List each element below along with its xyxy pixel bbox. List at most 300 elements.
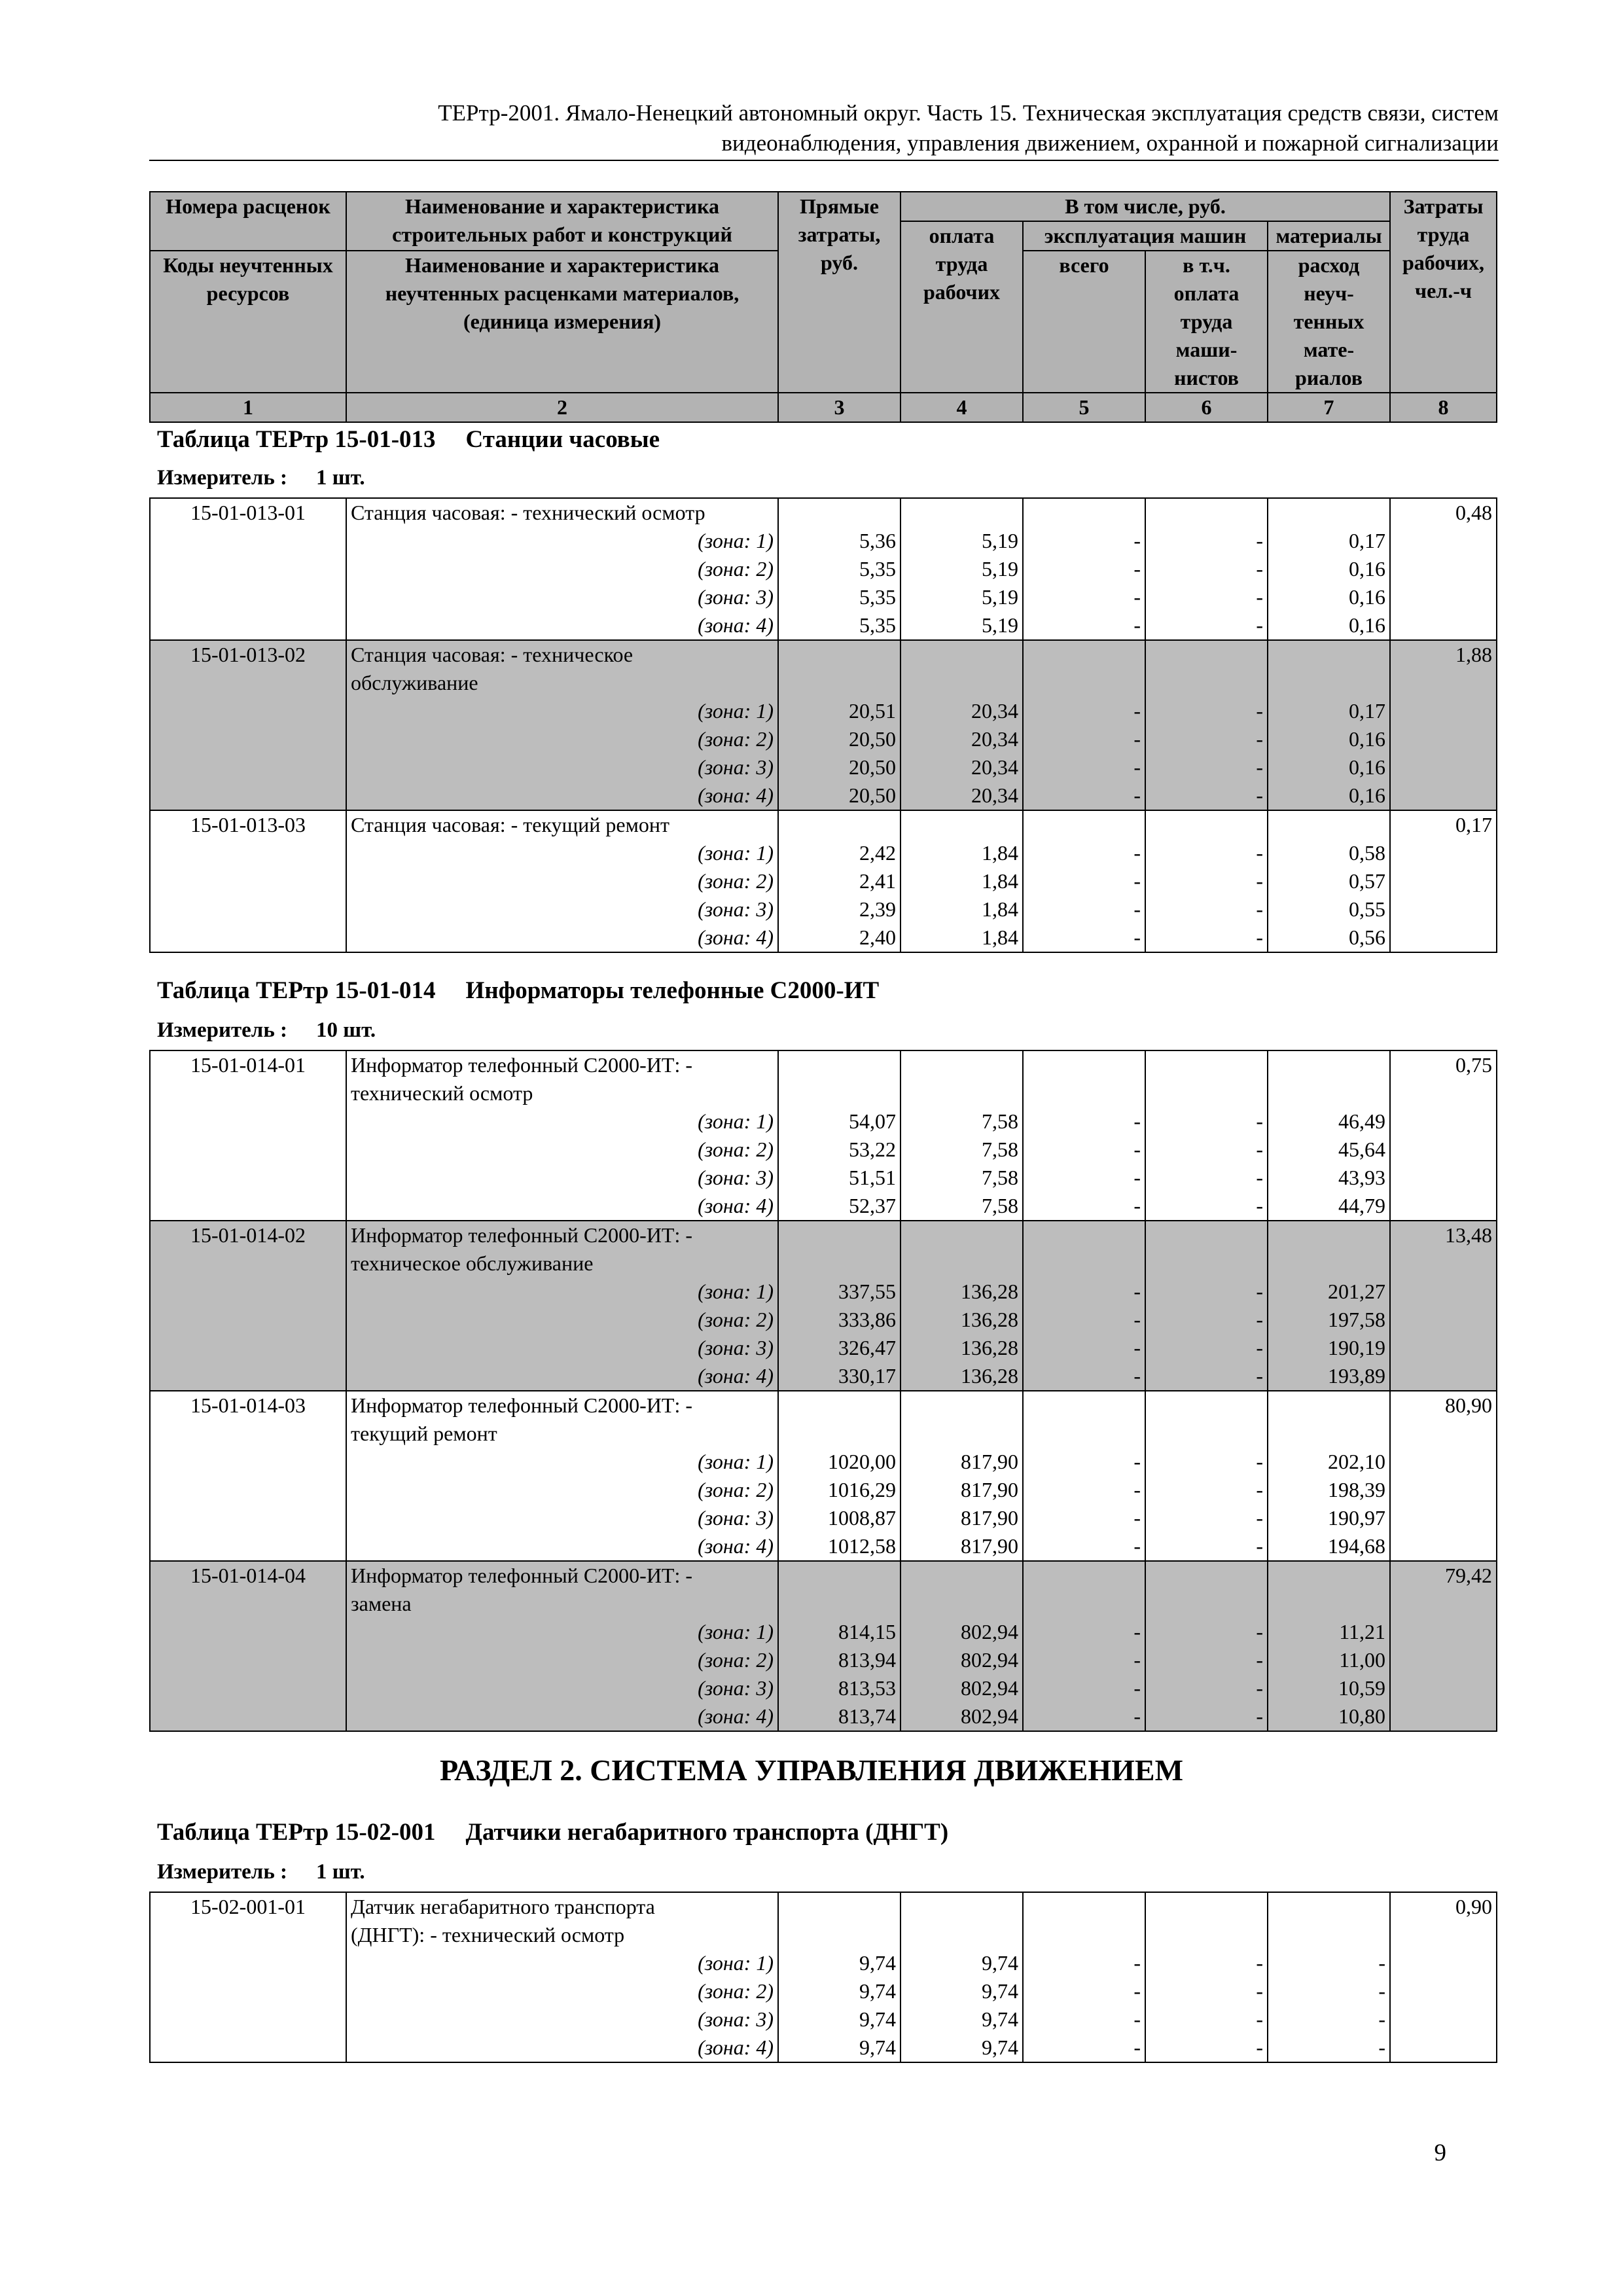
wages: 20,34 [901,781,1023,810]
machines-total: - [1023,1702,1145,1731]
col-num-1: 1 [150,393,346,422]
table-row [150,1391,1497,1420]
materials-cost: 46,49 [1268,1107,1390,1136]
table-row [150,1050,1497,1079]
materials-cost: 190,19 [1268,1334,1390,1362]
empty-cell [901,498,1023,527]
empty-cell [150,1420,346,1448]
materials-cost: 0,16 [1268,725,1390,753]
empty-cell [901,1561,1023,1590]
empty-cell [1390,583,1497,611]
zone-label: (зона: 4) [346,1192,778,1221]
measure-value: 1 шт. [316,466,365,490]
empty-cell [1023,1249,1145,1278]
empty-cell [1390,1192,1497,1221]
rate-name: Информатор телефонный С2000-ИТ: - [346,1050,778,1079]
wages: 802,94 [901,1646,1023,1674]
empty-cell [150,1164,346,1192]
materials-cost: 201,27 [1268,1278,1390,1306]
table-name: Станции часовые [465,426,660,453]
table-name: Информаторы телефонные С2000-ИТ [465,977,880,1004]
machinist-wages: - [1145,1192,1268,1221]
col-num-6: 6 [1145,393,1268,422]
direct-cost: 9,74 [778,1949,901,1977]
empty-cell [150,895,346,924]
empty-cell [901,1420,1023,1448]
empty-cell [901,640,1023,669]
empty-cell [150,1278,346,1306]
machines-total: - [1023,725,1145,753]
wages: 20,34 [901,725,1023,753]
empty-cell [150,1448,346,1476]
header-line-2: видеонаблюдения, управления движением, охранной и пожарной сигнализации [721,130,1499,156]
materials-cost: 10,80 [1268,1702,1390,1731]
machines-total: - [1023,895,1145,924]
table-code: Таблица ТЕРтр 15-02-001 [157,1819,436,1846]
col-materials: материалы [1268,221,1390,251]
empty-cell [1390,1362,1497,1391]
zone-label: (зона: 2) [346,867,778,895]
wages: 9,74 [901,2005,1023,2034]
table-row [150,1278,1497,1306]
materials-cost: - [1268,1949,1390,1977]
empty-cell [1023,640,1145,669]
machines-total: - [1023,867,1145,895]
table-row [150,1192,1497,1221]
table-row [150,1646,1497,1674]
empty-cell [1268,1892,1390,1921]
table-row [150,753,1497,781]
table-row [150,1079,1497,1107]
table-row [150,1164,1497,1192]
table-row [150,1921,1497,1949]
zone-label: (зона: 4) [346,1362,778,1391]
direct-cost: 54,07 [778,1107,901,1136]
col-name-bottom: Наименование и характеристика неучтенных расценками материалов, (единица измерения) [346,251,778,393]
empty-cell [1023,1079,1145,1107]
machinist-wages: - [1145,1504,1268,1532]
empty-cell [1390,1977,1497,2005]
wages: 9,74 [901,1977,1023,2005]
zone-label: (зона: 3) [346,1334,778,1362]
rate-name: техническое обслуживание [346,1249,778,1278]
machines-total: - [1023,1136,1145,1164]
rate-code: 15-01-014-04 [150,1561,346,1590]
col-num-4: 4 [901,393,1023,422]
empty-cell [1390,527,1497,555]
empty-cell [1268,1561,1390,1590]
zone-label: (зона: 1) [346,839,778,867]
machines-total: - [1023,1977,1145,2005]
wages: 817,90 [901,1504,1023,1532]
materials-cost: 11,00 [1268,1646,1390,1674]
empty-cell [1145,1249,1268,1278]
empty-cell [1390,781,1497,810]
empty-cell [1390,1420,1497,1448]
labor-cost: 0,17 [1390,810,1497,839]
zone-label: (зона: 4) [346,781,778,810]
machinist-wages: - [1145,1164,1268,1192]
direct-cost: 813,94 [778,1646,901,1674]
empty-cell [150,1977,346,2005]
rate-name: Станция часовая: - технический осмотр [346,498,778,527]
header-line-1: ТЕРтр-2001. Ямало-Ненецкий автономный округ. Часть 15. Техническая эксплуатация средств связи, систем [438,100,1499,126]
zone-label: (зона: 3) [346,1164,778,1192]
empty-cell [150,1362,346,1391]
empty-cell [901,1079,1023,1107]
wages: 5,19 [901,611,1023,640]
wages: 802,94 [901,1674,1023,1702]
table-row [150,1306,1497,1334]
rates-table [149,497,1497,953]
empty-cell [150,555,346,583]
machinist-wages: - [1145,2034,1268,2062]
empty-cell [901,1921,1023,1949]
machines-total: - [1023,2005,1145,2034]
table-row [150,895,1497,924]
empty-cell [901,1391,1023,1420]
table-row [150,867,1497,895]
empty-cell [778,1892,901,1921]
empty-cell [1390,1136,1497,1164]
measure-label: Измеритель : [157,466,288,490]
rate-name: Информатор телефонный С2000-ИТ: - [346,1561,778,1590]
col-total: всего [1023,251,1145,393]
materials-cost: 0,58 [1268,839,1390,867]
rates-table [149,1892,1497,2063]
table-row [150,669,1497,697]
direct-cost: 9,74 [778,1977,901,2005]
empty-cell [1390,1306,1497,1334]
empty-cell [1268,1590,1390,1618]
empty-cell [1023,810,1145,839]
empty-cell [1268,1221,1390,1249]
empty-cell [1390,1674,1497,1702]
rate-code: 15-01-014-03 [150,1391,346,1420]
machinist-wages: - [1145,1949,1268,1977]
empty-cell [1268,669,1390,697]
wages: 136,28 [901,1306,1023,1334]
zone-label: (зона: 2) [346,725,778,753]
materials-cost: 198,39 [1268,1476,1390,1504]
zone-label: (зона: 4) [346,1702,778,1731]
materials-cost: 44,79 [1268,1192,1390,1221]
machinist-wages: - [1145,1702,1268,1731]
empty-cell [1390,2034,1497,2062]
zone-label: (зона: 3) [346,895,778,924]
empty-cell [150,1590,346,1618]
direct-cost: 814,15 [778,1618,901,1646]
materials-cost: 0,16 [1268,753,1390,781]
machinist-wages: - [1145,1448,1268,1476]
rate-name: технический осмотр [346,1079,778,1107]
wages: 1,84 [901,839,1023,867]
machines-total: - [1023,1949,1145,1977]
table-row [150,1674,1497,1702]
direct-cost: 326,47 [778,1334,901,1362]
empty-cell [150,611,346,640]
col-mach-wages: в т.ч. оплата труда маши-нистов [1145,251,1268,393]
materials-cost: 193,89 [1268,1362,1390,1391]
materials-cost: 0,17 [1268,527,1390,555]
zone-label: (зона: 1) [346,527,778,555]
empty-cell [1023,1892,1145,1921]
wages: 5,19 [901,527,1023,555]
machines-total: - [1023,555,1145,583]
direct-cost: 2,42 [778,839,901,867]
empty-cell [1023,1050,1145,1079]
machinist-wages: - [1145,1476,1268,1504]
col-machines: эксплуатация машин [1023,221,1268,251]
table-row [150,1420,1497,1448]
empty-cell [1145,1590,1268,1618]
table-row [150,1949,1497,1977]
labor-cost: 0,48 [1390,498,1497,527]
wages: 817,90 [901,1476,1023,1504]
direct-cost: 5,35 [778,555,901,583]
direct-cost: 5,35 [778,611,901,640]
labor-cost: 0,75 [1390,1050,1497,1079]
table-row [150,583,1497,611]
empty-cell [150,1306,346,1334]
zone-label: (зона: 2) [346,1476,778,1504]
table-title [157,425,660,454]
empty-cell [1390,1334,1497,1362]
machinist-wages: - [1145,527,1268,555]
empty-cell [1268,1420,1390,1448]
materials-cost: - [1268,2034,1390,2062]
empty-cell [1268,1921,1390,1949]
empty-cell [778,1590,901,1618]
empty-cell [150,725,346,753]
table-measure [157,1018,376,1043]
empty-cell [150,1334,346,1362]
table-row [150,1476,1497,1504]
machinist-wages: - [1145,895,1268,924]
empty-cell [778,1050,901,1079]
machinist-wages: - [1145,1674,1268,1702]
zone-label: (зона: 2) [346,555,778,583]
empty-cell [778,1079,901,1107]
direct-cost: 20,50 [778,781,901,810]
direct-cost: 1012,58 [778,1532,901,1561]
machinist-wages: - [1145,611,1268,640]
empty-cell [1390,1249,1497,1278]
materials-cost: 10,59 [1268,1674,1390,1702]
empty-cell [1145,1050,1268,1079]
empty-cell [1390,669,1497,697]
table-row [150,1221,1497,1249]
empty-cell [901,1050,1023,1079]
machines-total: - [1023,583,1145,611]
wages: 5,19 [901,555,1023,583]
table-measure [157,1860,365,1884]
materials-cost: 194,68 [1268,1532,1390,1561]
zone-label: (зона: 3) [346,1674,778,1702]
empty-cell [150,1079,346,1107]
empty-cell [1023,498,1145,527]
rate-name: (ДНГТ): - технический осмотр [346,1921,778,1949]
empty-cell [1145,810,1268,839]
wages: 1,84 [901,895,1023,924]
empty-cell [1390,1590,1497,1618]
machines-total: - [1023,1334,1145,1362]
machinist-wages: - [1145,2005,1268,2034]
empty-cell [1023,1921,1145,1949]
materials-cost: 0,16 [1268,583,1390,611]
empty-cell [1390,1476,1497,1504]
measure-label: Измеритель : [157,1018,288,1042]
empty-cell [1390,839,1497,867]
empty-cell [778,1561,901,1590]
table-row [150,611,1497,640]
machines-total: - [1023,1164,1145,1192]
table-row [150,555,1497,583]
machines-total: - [1023,924,1145,952]
empty-cell [1390,895,1497,924]
empty-cell [1023,1420,1145,1448]
machinist-wages: - [1145,753,1268,781]
empty-cell [1390,555,1497,583]
col-wages: оплата труда рабочих [901,221,1023,393]
empty-cell [1145,669,1268,697]
wages: 5,19 [901,583,1023,611]
empty-cell [778,1249,901,1278]
rates-table [149,1050,1497,1732]
col-direct: Прямые затраты, руб. [778,192,901,393]
table-row [150,498,1497,527]
empty-cell [1390,1107,1497,1136]
empty-cell [1390,1079,1497,1107]
machinist-wages: - [1145,1334,1268,1362]
materials-cost: 0,55 [1268,895,1390,924]
zone-label: (зона: 3) [346,1504,778,1532]
direct-cost: 20,50 [778,725,901,753]
empty-cell [1390,1448,1497,1476]
machinist-wages: - [1145,867,1268,895]
empty-cell [1145,640,1268,669]
table-row [150,1249,1497,1278]
empty-cell [150,1136,346,1164]
empty-cell [150,924,346,952]
machinist-wages: - [1145,725,1268,753]
empty-cell [1145,1391,1268,1420]
rate-name: замена [346,1590,778,1618]
materials-cost: 0,17 [1268,697,1390,725]
labor-cost: 1,88 [1390,640,1497,669]
zone-label: (зона: 2) [346,1136,778,1164]
col-mat-cost: расход неуч-тенных мате-риалов [1268,251,1390,393]
wages: 817,90 [901,1532,1023,1561]
empty-cell [1390,1949,1497,1977]
empty-cell [1390,1532,1497,1561]
machinist-wages: - [1145,1532,1268,1561]
direct-cost: 52,37 [778,1192,901,1221]
zone-label: (зона: 2) [346,1646,778,1674]
empty-cell [1390,1278,1497,1306]
wages: 20,34 [901,697,1023,725]
table-row [150,2034,1497,2062]
wages: 802,94 [901,1618,1023,1646]
materials-cost: 0,16 [1268,781,1390,810]
machines-total: - [1023,1306,1145,1334]
machines-total: - [1023,1532,1145,1561]
machines-total: - [1023,1476,1145,1504]
col-incl: В том числе, руб. [901,192,1390,221]
empty-cell [150,1921,346,1949]
direct-cost: 20,50 [778,753,901,781]
empty-cell [778,1221,901,1249]
empty-cell [1145,1892,1268,1921]
machines-total: - [1023,839,1145,867]
empty-cell [1023,1561,1145,1590]
empty-cell [1390,867,1497,895]
col-name-top: Наименование и характеристика строительных работ и конструкций [346,192,778,251]
empty-cell [150,583,346,611]
empty-cell [150,1476,346,1504]
direct-cost: 1008,87 [778,1504,901,1532]
empty-cell [1390,1702,1497,1731]
empty-cell [1390,1504,1497,1532]
direct-cost: 51,51 [778,1164,901,1192]
empty-cell [150,1618,346,1646]
machines-total: - [1023,527,1145,555]
table-row [150,640,1497,669]
empty-cell [150,781,346,810]
direct-cost: 330,17 [778,1362,901,1391]
empty-cell [1268,1079,1390,1107]
zone-label: (зона: 1) [346,1949,778,1977]
col-num-2: 2 [346,393,778,422]
col-num-8: 8 [1390,393,1497,422]
rate-name: Датчик негабаритного транспорта [346,1892,778,1921]
zone-label: (зона: 1) [346,1618,778,1646]
empty-cell [150,839,346,867]
table-row [150,1892,1497,1921]
col-codes-bottom: Коды неучтенных ресурсов [150,251,346,393]
empty-cell [778,669,901,697]
rate-code: 15-01-014-01 [150,1050,346,1079]
wages: 9,74 [901,2034,1023,2062]
table-row [150,1107,1497,1136]
zone-label: (зона: 1) [346,697,778,725]
machines-total: - [1023,753,1145,781]
table-row [150,810,1497,839]
empty-cell [150,1646,346,1674]
materials-cost: 43,93 [1268,1164,1390,1192]
wages: 7,58 [901,1136,1023,1164]
wages: 136,28 [901,1334,1023,1362]
machines-total: - [1023,2034,1145,2062]
machines-total: - [1023,1107,1145,1136]
direct-cost: 813,53 [778,1674,901,1702]
empty-cell [1145,1561,1268,1590]
zone-label: (зона: 4) [346,611,778,640]
empty-cell [1145,1221,1268,1249]
rate-code: 15-01-013-02 [150,640,346,669]
rate-code: 15-01-013-01 [150,498,346,527]
table-row [150,1334,1497,1362]
wages: 1,84 [901,867,1023,895]
direct-cost: 813,74 [778,1702,901,1731]
machines-total: - [1023,1618,1145,1646]
materials-cost: 190,97 [1268,1504,1390,1532]
table-row [150,1532,1497,1561]
table-name: Датчики негабаритного транспорта (ДНГТ) [465,1819,949,1846]
direct-cost: 337,55 [778,1278,901,1306]
machinist-wages: - [1145,781,1268,810]
column-header-table [149,191,1497,423]
